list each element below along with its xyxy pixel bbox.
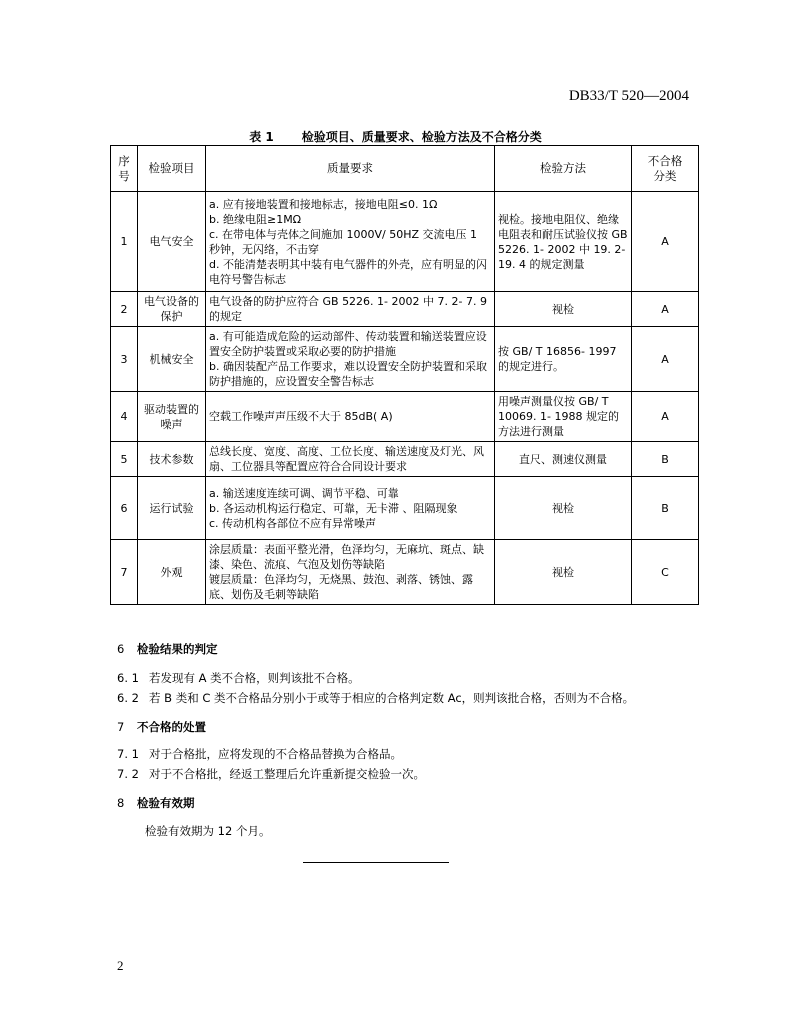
method-line: 直尺、测速仪测量 <box>519 452 607 466</box>
table-row <box>111 392 699 442</box>
table-row <box>111 477 699 540</box>
row-number: 5 <box>111 442 138 477</box>
table-caption: 检验项目、质量要求、检验方法及不合格分类 <box>301 130 542 144</box>
method-line: 视检。接地电阻仪、绝缘电阻表和耐压试验仪按 GB 5226. 1- 2002 中 19. 2- 19. 4 的规定测量 <box>498 212 628 271</box>
method-line: 视检 <box>552 302 574 316</box>
row-number: 4 <box>111 392 138 442</box>
row-item: 电气设备的保护 <box>138 292 206 327</box>
row-requirement <box>206 540 495 605</box>
row-grade: B <box>632 477 699 540</box>
table-row <box>111 327 699 392</box>
row-requirement <box>206 442 495 477</box>
row-number: 2 <box>111 292 138 327</box>
requirement-line: 涂层质量：表面平整光滑，色泽均匀，无麻坑、斑点、缺漆、染色、流痕、气泡及划伤等缺陷 <box>209 543 484 571</box>
row-method <box>495 477 632 540</box>
header-no: 序 号 <box>111 146 138 192</box>
row-item: 驱动装置的噪声 <box>138 392 206 442</box>
row-method <box>495 292 632 327</box>
row-item: 技术参数 <box>138 442 206 477</box>
row-grade: B <box>632 442 699 477</box>
row-requirement <box>206 392 495 442</box>
requirement-line: b. 各运动机构运行稳定、可靠，无卡滞 、阻隔现象 <box>209 501 458 515</box>
row-requirement <box>206 327 495 392</box>
row-requirement <box>206 192 495 292</box>
requirement-line: a. 应有接地装置和接地标志，接地电阻≤0. 1Ω <box>209 197 438 211</box>
requirement-line: b. 绝缘电阻≥1MΩ <box>209 212 302 226</box>
table-title <box>0 128 791 145</box>
row-item: 电气安全 <box>138 192 206 292</box>
row-number: 3 <box>111 327 138 392</box>
requirement-line: 电气设备的防护应符合 GB 5226. 1- 2002 中 7. 2- 7. 9 的规定 <box>209 295 487 323</box>
validity-text: 检验有效期为 12 个月。 <box>145 824 271 838</box>
requirement-line: a. 有可能造成危险的运动部件、传动装置和输送装置应设置安全防护装置或采取必要的防护措施 <box>209 330 487 358</box>
row-method <box>495 327 632 392</box>
requirement-line: a. 输送速度连续可调、调节平稳、可靠 <box>209 486 399 500</box>
standard-code: DB33/T 520—2004 <box>568 88 689 104</box>
row-method <box>495 392 632 442</box>
clause-6-2: 6. 2 若 B 类和 C 类不合格品分别小于或等于相应的合格判定数 Ac，则判该批合格，否则为不合格。 <box>117 691 635 705</box>
row-number: 7 <box>111 540 138 605</box>
header-requirement: 质量要求 <box>206 146 495 192</box>
clause-6-1: 6. 1 若发现有 A 类不合格，则判该批不合格。 <box>117 671 360 685</box>
requirement-line: 总线长度、宽度、高度、工位长度、输送速度及灯光、风扇、工位器具等配置应符合合同设计要求 <box>209 445 484 473</box>
method-line: 视检 <box>552 501 574 515</box>
requirement-line: c. 在带电体与壳体之间施加 1000V/ 50HZ 交流电压 1 秒钟，无闪络，不击穿 <box>209 227 478 256</box>
header-grade: 不合格 分类 <box>632 146 699 192</box>
method-line: 视检 <box>552 565 574 579</box>
table-row <box>111 192 699 292</box>
clause-7-2: 7. 2 对于不合格批，经返工整理后允许重新提交检验一次。 <box>117 767 425 781</box>
row-method <box>495 192 632 292</box>
section-6-heading: 6 检验结果的判定 <box>117 642 218 656</box>
row-requirement <box>206 477 495 540</box>
clause-7-1: 7. 1 对于合格批，应将发现的不合格品替换为合格品。 <box>117 747 402 761</box>
page-number: 2 <box>117 958 124 973</box>
requirement-line: 镀层质量：色泽均匀，无烧黑、鼓泡、剥落、锈蚀、露底、划伤及毛刺等缺陷 <box>209 573 473 601</box>
table-header-row <box>111 146 699 192</box>
row-grade: C <box>632 540 699 605</box>
row-item: 外观 <box>138 540 206 605</box>
inspection-table <box>110 145 699 605</box>
section-8-heading: 8 检验有效期 <box>117 796 195 810</box>
row-number: 6 <box>111 477 138 540</box>
row-grade: A <box>632 192 699 292</box>
table-body <box>111 192 699 605</box>
row-method <box>495 442 632 477</box>
row-method <box>495 540 632 605</box>
table-row <box>111 292 699 327</box>
row-grade: A <box>632 292 699 327</box>
header-method: 检验方法 <box>495 146 632 192</box>
row-grade: A <box>632 327 699 392</box>
method-line: 按 GB/ T 16856- 1997 的规定进行。 <box>498 345 617 373</box>
table-number: 表 1 <box>249 130 274 144</box>
requirement-line: d. 不能清楚表明其中装有电气器件的外壳，应有明显的闪电符号警告标志 <box>209 257 487 286</box>
method-line: 用噪声测量仪按 GB/ T 10069. 1- 1988 规定的方法进行测量 <box>498 395 619 438</box>
table-row <box>111 540 699 605</box>
header-item: 检验项目 <box>138 146 206 192</box>
row-requirement <box>206 292 495 327</box>
row-number: 1 <box>111 192 138 292</box>
row-item: 机械安全 <box>138 327 206 392</box>
section-7-heading: 7 不合格的处置 <box>117 720 206 734</box>
end-rule <box>303 862 449 863</box>
row-item: 运行试验 <box>138 477 206 540</box>
requirement-line: b. 确因装配产品工作要求，难以设置安全防护装置和采取防护措施的，应设置安全警告标志 <box>209 360 487 388</box>
row-grade: A <box>632 392 699 442</box>
table-row <box>111 442 699 477</box>
requirement-line: 空载工作噪声声压级不大于 85dB( A) <box>209 410 393 423</box>
requirement-line: c. 传动机构各部位不应有异常噪声 <box>209 516 377 530</box>
